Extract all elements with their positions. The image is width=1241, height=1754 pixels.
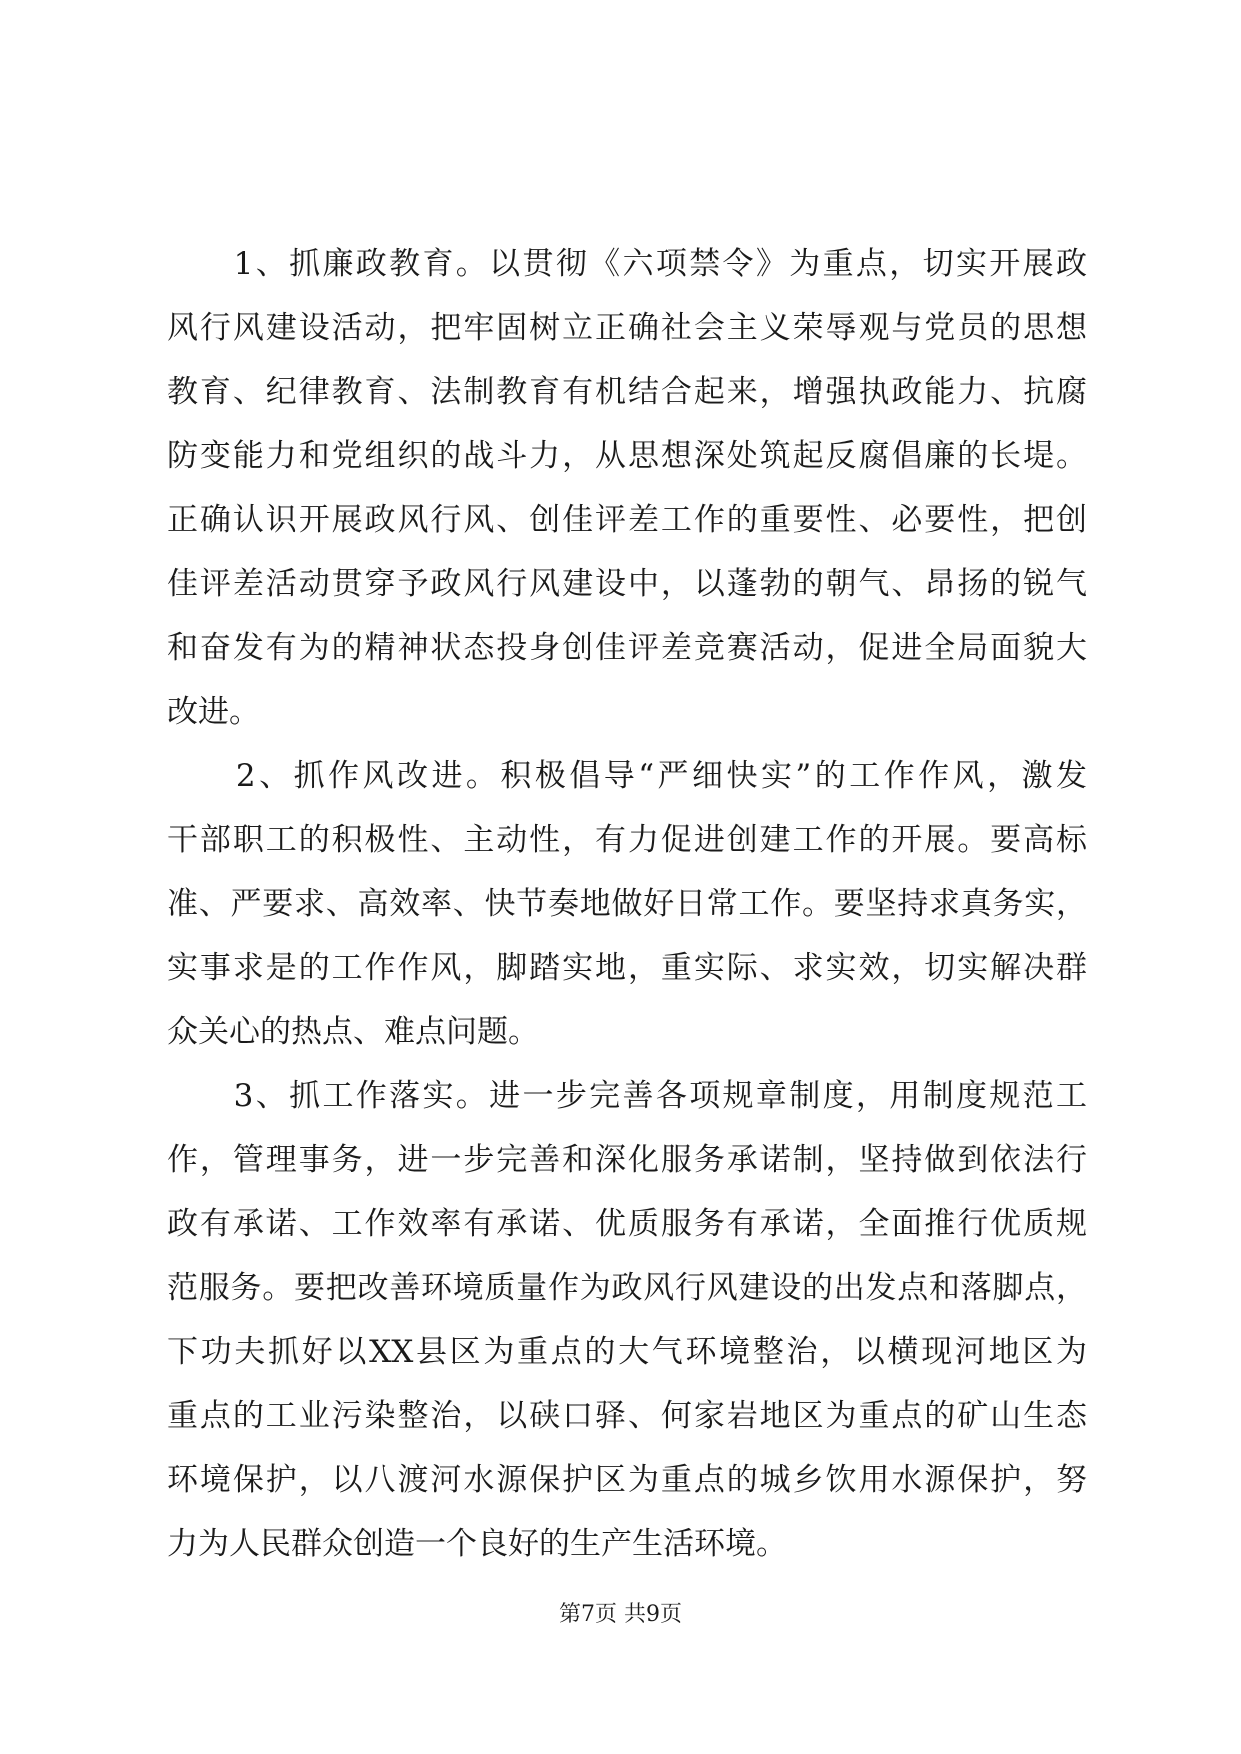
paragraph-1-line-7: 和奋发有为的精神状态投身创佳评差竞赛活动，促进全局面貌大 <box>167 630 1087 666</box>
paragraph-2-line-3: 准、严要求、高效率、快节奏地做好日常工作。要坚持求真务实， <box>167 886 1087 922</box>
paragraph-3-line-6: 重点的工业污染整治，以硖口驿、何家岩地区为重点的矿山生态 <box>167 1398 1087 1434</box>
paragraph-1-line-6: 佳评差活动贯穿予政风行风建设中，以蓬勃的朝气、昂扬的锐气 <box>167 566 1087 602</box>
paragraph-3-line-3: 政有承诺、工作效率有承诺、优质服务有承诺，全面推行优质规 <box>167 1206 1087 1242</box>
paragraph-1-line-1: 1、抓廉政教育。以贯彻《六项禁令》为重点，切实开展政 <box>167 246 1087 282</box>
paragraph-1-line-2: 风行风建设活动，把牢固树立正确社会主义荣辱观与党员的思想 <box>167 310 1087 346</box>
paragraph-3-line-7: 环境保护，以八渡河水源保护区为重点的城乡饮用水源保护，努 <box>167 1462 1087 1498</box>
paragraph-3-line-4: 范服务。要把改善环境质量作为政风行风建设的出发点和落脚点， <box>167 1270 1087 1306</box>
paragraph-2-line-4: 实事求是的工作作风，脚踏实地，重实际、求实效，切实解决群 <box>167 950 1087 986</box>
paragraph-1-line-5: 正确认识开展政风行风、创佳评差工作的重要性、必要性，把创 <box>167 502 1087 538</box>
paragraph-3-line-2: 作，管理事务，进一步完善和深化服务承诺制，坚持做到依法行 <box>167 1142 1087 1178</box>
paragraph-3-line-8: 力为人民群众创造一个良好的生产生活环境。 <box>167 1526 787 1562</box>
paragraph-2-line-1: 2、抓作风改进。积极倡导“严细快实”的工作作风，激发 <box>167 758 1087 794</box>
paragraph-2-line-2: 干部职工的积极性、主动性，有力促进创建工作的开展。要高标 <box>167 822 1087 858</box>
paragraph-1-line-4: 防变能力和党组织的战斗力，从思想深处筑起反腐倡廉的长堤。 <box>167 438 1087 474</box>
paragraph-2-line-5: 众关心的热点、难点问题。 <box>167 1014 539 1050</box>
paragraph-3-line-5: 下功夫抓好以XX县区为重点的大气环境整治，以横现河地区为 <box>167 1334 1087 1370</box>
document-body <box>167 232 1087 1576</box>
paragraph-1-line-8: 改进。 <box>167 694 260 730</box>
paragraph-1-line-3: 教育、纪律教育、法制教育有机结合起来，增强执政能力、抗腐 <box>167 374 1087 410</box>
paragraph-3-line-1: 3、抓工作落实。进一步完善各项规章制度，用制度规范工 <box>167 1078 1087 1114</box>
page-number-footer: 第7页 共9页 <box>559 1602 682 1627</box>
